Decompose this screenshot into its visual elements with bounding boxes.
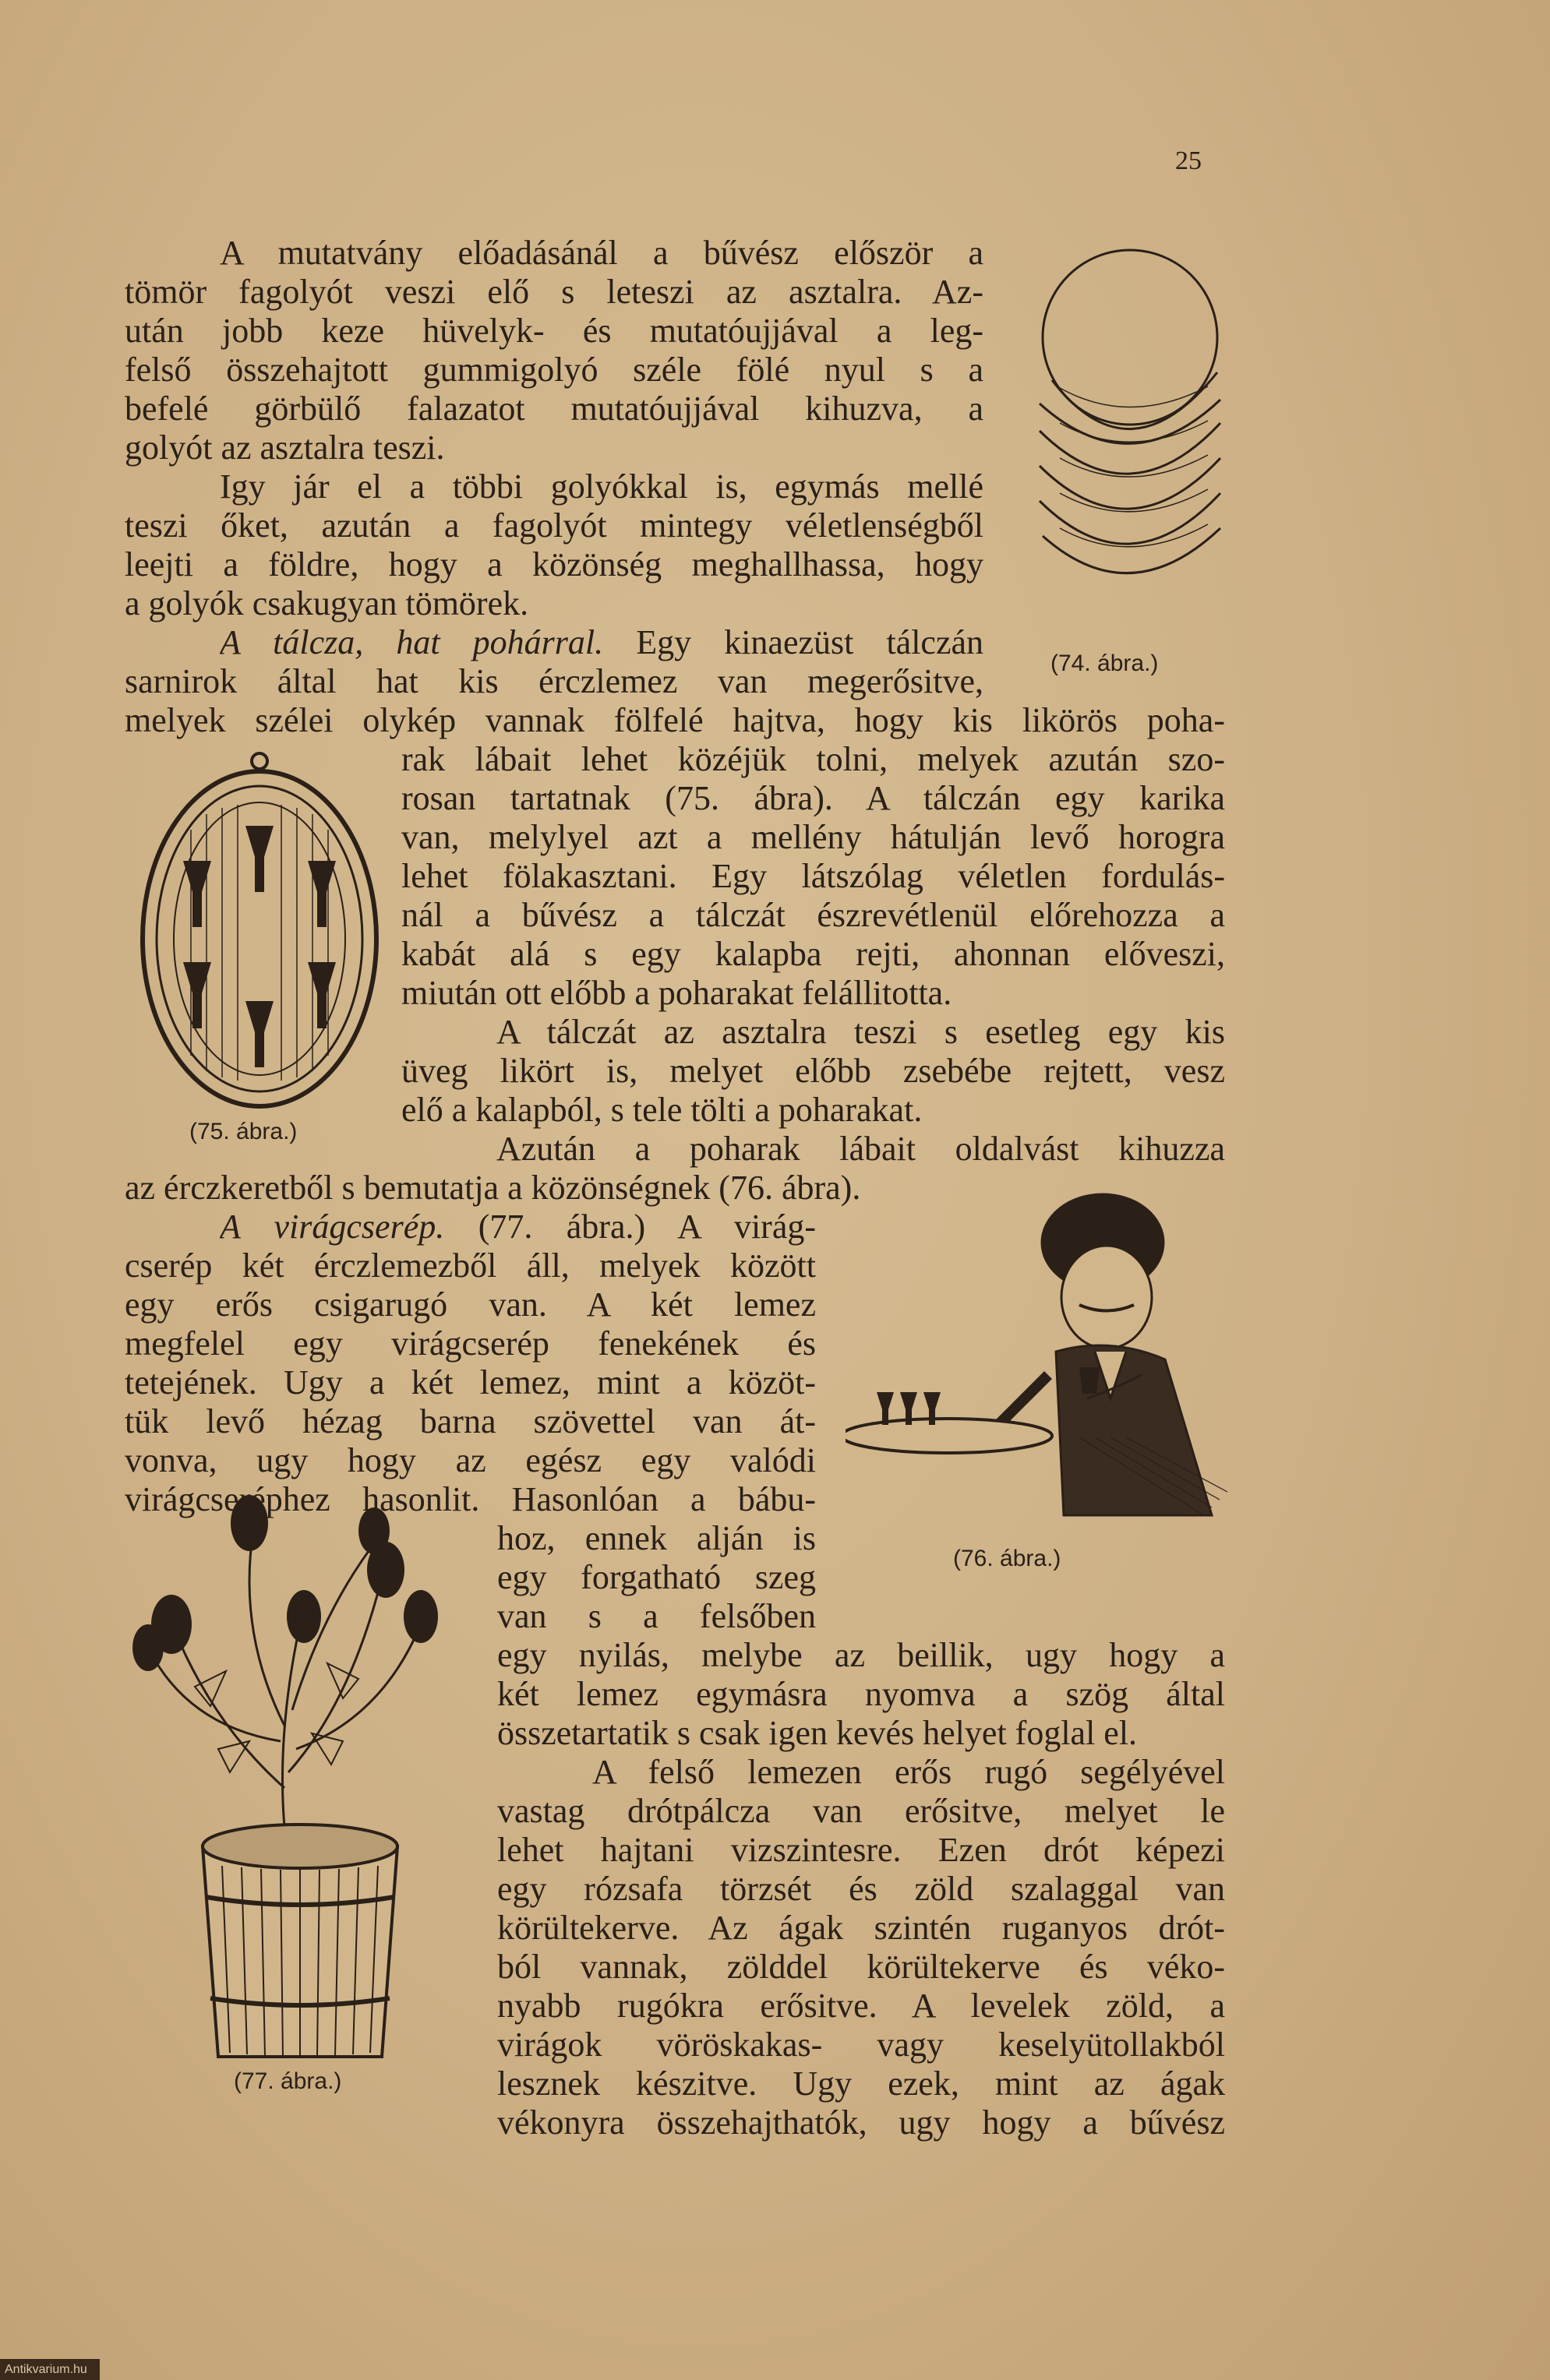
figure-75-tray	[136, 752, 386, 1110]
text-line: teszi őket, azután a fagolyót mintegy véletlenségből	[125, 506, 983, 545]
text-line	[220, 1208, 816, 1246]
text-fragment: Egy kinaezüst tálczán	[636, 623, 983, 661]
text-line: nál a bűvész a tálczát észrevétlenül előrehozza a	[401, 896, 1225, 934]
text-line: lesznek készitve. Ugy ezek, mint az ágak	[497, 2064, 1225, 2103]
text-line: hoz, ennek alján is	[497, 1519, 816, 1557]
figure-76-caption: (76. ábra.)	[953, 1546, 1061, 1571]
text-line: elő a kalapból, s tele tölti a poharakat.	[401, 1091, 923, 1129]
text-line: nyabb rugókra erősitve. A levelek zöld, a	[497, 1987, 1225, 2025]
text-line: rosan tartatnak (75. ábra). A tálczán egy karika	[401, 779, 1225, 817]
text-line: van, melylyel azt a mellény hátulján levő horogra	[401, 818, 1225, 856]
figure-76-waiter	[846, 1188, 1243, 1531]
text-line: sarnirok által hat kis érczlemez van megerősitve,	[125, 662, 983, 700]
figure-74-balls	[1013, 248, 1247, 614]
text-line: lehet hajtani vizszintesre. Ezen drót képezi	[497, 1831, 1225, 1869]
text-line: üveg likört is, melyet előbb zsebébe rejtett, vesz	[401, 1052, 1225, 1090]
text-line: megfelel egy virágcserép fenekének és	[125, 1324, 816, 1363]
text-line: A mutatvány előadásánál a bűvész először a	[220, 234, 983, 272]
text-line: vékonyra összehajthatók, ugy hogy a bűvész	[497, 2103, 1225, 2142]
text-line: melyek szélei olykép vannak fölfelé hajtva, hogy kis likörös poha-	[125, 701, 1225, 739]
text-line: körültekerve. Az ágak szintén ruganyos drót-	[497, 1909, 1225, 1947]
text-line	[220, 623, 983, 662]
text-line: egy forgatható szeg	[497, 1558, 816, 1596]
text-line: virágcseréphez hasonlit. Hasonlóan a bábu-	[125, 1480, 816, 1518]
text-line: van s a felsőben	[497, 1597, 816, 1635]
text-line: golyót az asztalra teszi.	[125, 428, 445, 467]
text-line: vonva, ugy hogy az egész egy valódi	[125, 1441, 816, 1479]
text-line: virágok vöröskakas- vagy keselyütollakból	[497, 2026, 1225, 2064]
figure-75-caption: (75. ábra.)	[189, 1119, 298, 1144]
text-fragment: (77. ábra.) A virág-	[478, 1208, 816, 1246]
text-line: két lemez egymásra nyomva a szög által	[497, 1675, 1225, 1713]
text-line: után jobb keze hüvelyk- és mutatóujjával a leg-	[125, 312, 983, 350]
figure-77-flowerpot	[125, 1492, 460, 2061]
text-line: vastag drótpálcza van erősitve, melyet le	[497, 1792, 1225, 1830]
text-line: tetejének. Ugy a két lemez, mint a közöt-	[125, 1363, 816, 1402]
text-line: lehet fölakasztani. Egy látszólag véletlen fordulás-	[401, 857, 1225, 895]
text-line: A felső lemezen erős rugó segélyével	[592, 1753, 1225, 1791]
text-line: felső összehajtott gummigolyó széle fölé nyul s a	[125, 351, 983, 389]
text-line: leejti a földre, hogy a közönség meghallhassa, hogy	[125, 545, 983, 584]
figure-74-caption: (74. ábra.)	[1050, 651, 1159, 676]
text-line: befelé görbülő falazatot mutatóujjával kihuzva, a	[125, 390, 983, 428]
text-line: kabát alá s egy kalapba rejti, ahonnan előveszi,	[401, 935, 1225, 973]
text-line: Azután a poharak lábait oldalvást kihuzza	[496, 1130, 1225, 1168]
page-number: 25	[1175, 146, 1202, 175]
figure-77-caption: (77. ábra.)	[234, 2068, 342, 2094]
text-line: a golyók csakugyan tömörek.	[125, 584, 529, 622]
text-line: az érczkeretből s bemutatja a közönségnek (76. ábra).	[125, 1169, 861, 1207]
text-line: A tálczát az asztalra teszi s esetleg egy kis	[496, 1013, 1225, 1051]
text-line: rak lábait lehet közéjük tolni, melyek azután szo-	[401, 740, 1225, 778]
text-line: tömör fagolyót veszi elő s leteszi az asztalra. Az-	[125, 273, 983, 311]
text-line: ból vannak, zölddel körültekerve és véko-	[497, 1948, 1225, 1986]
text-line: tük levő hézag barna szövettel van át-	[125, 1402, 816, 1440]
text-line: cserép két érczlemezből áll, melyek között	[125, 1246, 816, 1285]
text-line: Igy jár el a többi golyókkal is, egymás mellé	[220, 467, 983, 506]
watermark: Antikvarium.hu	[0, 2359, 100, 2380]
text-line: egy nyilás, melybe az beillik, ugy hogy a	[497, 1636, 1225, 1674]
text-line: egy rózsafa törzsét és zöld szalaggal van	[497, 1870, 1225, 1908]
text-line: egy erős csigarugó van. A két lemez	[125, 1285, 816, 1324]
text-line: miután ott előbb a poharakat felállitotta.	[401, 974, 952, 1012]
text-line: összetartatik s csak igen kevés helyet foglal el.	[497, 1714, 1138, 1752]
section-title-tray: A tálcza, hat pohárral.	[220, 623, 604, 661]
section-title-flowerpot: A virágcserép.	[220, 1208, 445, 1246]
